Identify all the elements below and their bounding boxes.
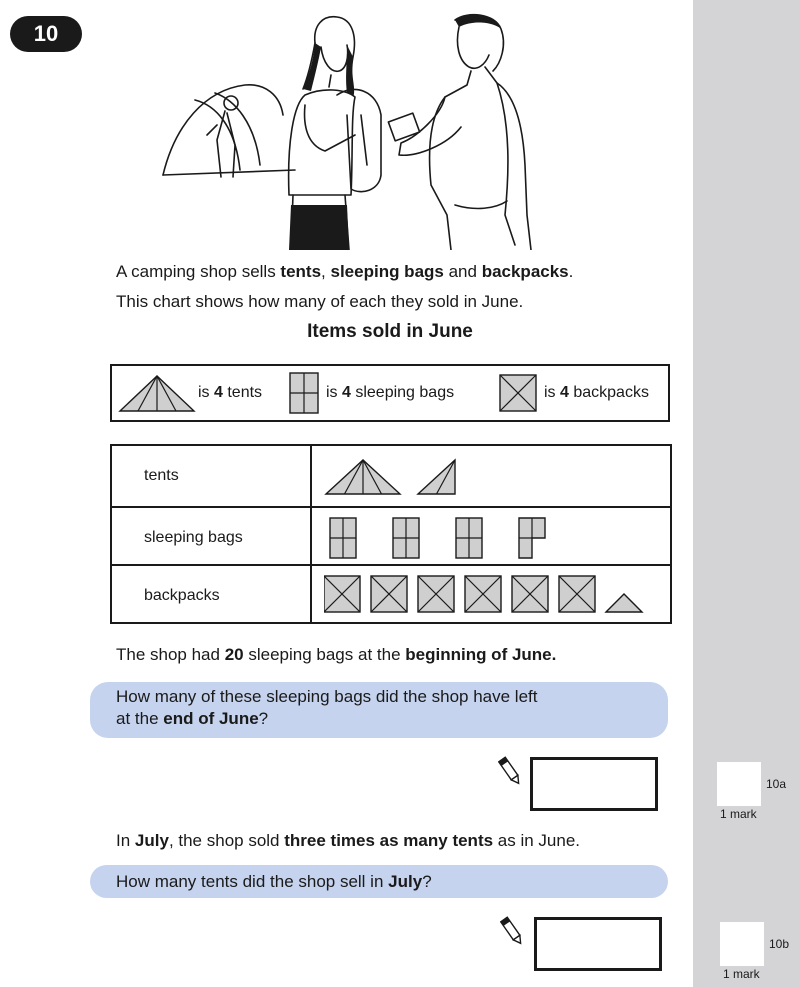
row-tents (112, 446, 670, 506)
mark-box-b (720, 922, 764, 966)
intro-line-2: This chart shows how many of each they sold in June. (116, 292, 524, 311)
question-a-line-2: at the end of June? (116, 709, 269, 728)
mark-code-b: 10b (769, 937, 790, 951)
key-item-sleeping-bags: is 4 sleeping bags (288, 366, 454, 420)
mark-label-b: 1 mark (723, 967, 760, 981)
row-sleeping-bags (112, 506, 670, 568)
mark-box-a (717, 762, 761, 806)
backpack-symbol-partial (606, 594, 642, 612)
tent-symbol-partial (418, 460, 455, 494)
backpack-symbol (418, 576, 454, 612)
key-item-tents: is 4 tents (118, 366, 262, 420)
question-number-badge: 10 (10, 16, 82, 52)
sleeping-bag-symbol-partial (519, 518, 545, 558)
category-label: sleeping bags (144, 529, 243, 546)
tent-icon (118, 373, 196, 413)
pictogram-table (110, 444, 672, 624)
backpack-symbol (371, 576, 407, 612)
sleeping-bag-icon (288, 371, 320, 415)
backpack-symbol (559, 576, 595, 612)
answer-box-a[interactable] (530, 757, 658, 811)
answer-box-b[interactable] (534, 917, 662, 971)
table-divider (310, 446, 312, 622)
backpack-symbols (324, 566, 664, 626)
sleeping-bag-symbol (330, 518, 356, 558)
question-a (90, 682, 668, 738)
category-label: backpacks (144, 587, 220, 604)
statement-2: In July, the shop sold three times as many tents as in June. (116, 831, 581, 850)
backpack-symbol (465, 576, 501, 612)
tent-symbols (324, 446, 664, 506)
pictogram-key (110, 364, 670, 422)
sleeping-bag-symbol (393, 518, 419, 558)
chart-title: Items sold in June (307, 321, 473, 342)
question-a-line-1: How many of these sleeping bags did the shop have left (116, 687, 538, 706)
intro-line-1: A camping shop sells tents, sleeping bags and backpacks. (116, 262, 574, 281)
statement-1: The shop had 20 sleeping bags at the beginning of June. (116, 645, 557, 664)
row-backpacks (112, 564, 670, 626)
pencil-icon (498, 755, 522, 787)
mark-label-a: 1 mark (720, 807, 757, 821)
question-b-line-1: How many tents did the shop sell in July? (116, 872, 432, 891)
pencil-icon (500, 915, 524, 947)
mark-code-a: 10a (766, 777, 787, 791)
question-b (90, 865, 668, 898)
sleeping-bag-symbol (456, 518, 482, 558)
key-item-backpacks: is 4 backpacks (498, 366, 649, 420)
backpack-symbol (324, 576, 360, 612)
camping-shop-illustration (155, 5, 545, 250)
tent-outline (163, 85, 283, 175)
backpack-icon (498, 373, 538, 413)
tent-symbol (326, 460, 400, 494)
backpack-symbol (512, 576, 548, 612)
margin-sidebar (693, 0, 800, 987)
category-label: tents (144, 467, 179, 484)
sleeping-bag-symbols (324, 508, 664, 568)
